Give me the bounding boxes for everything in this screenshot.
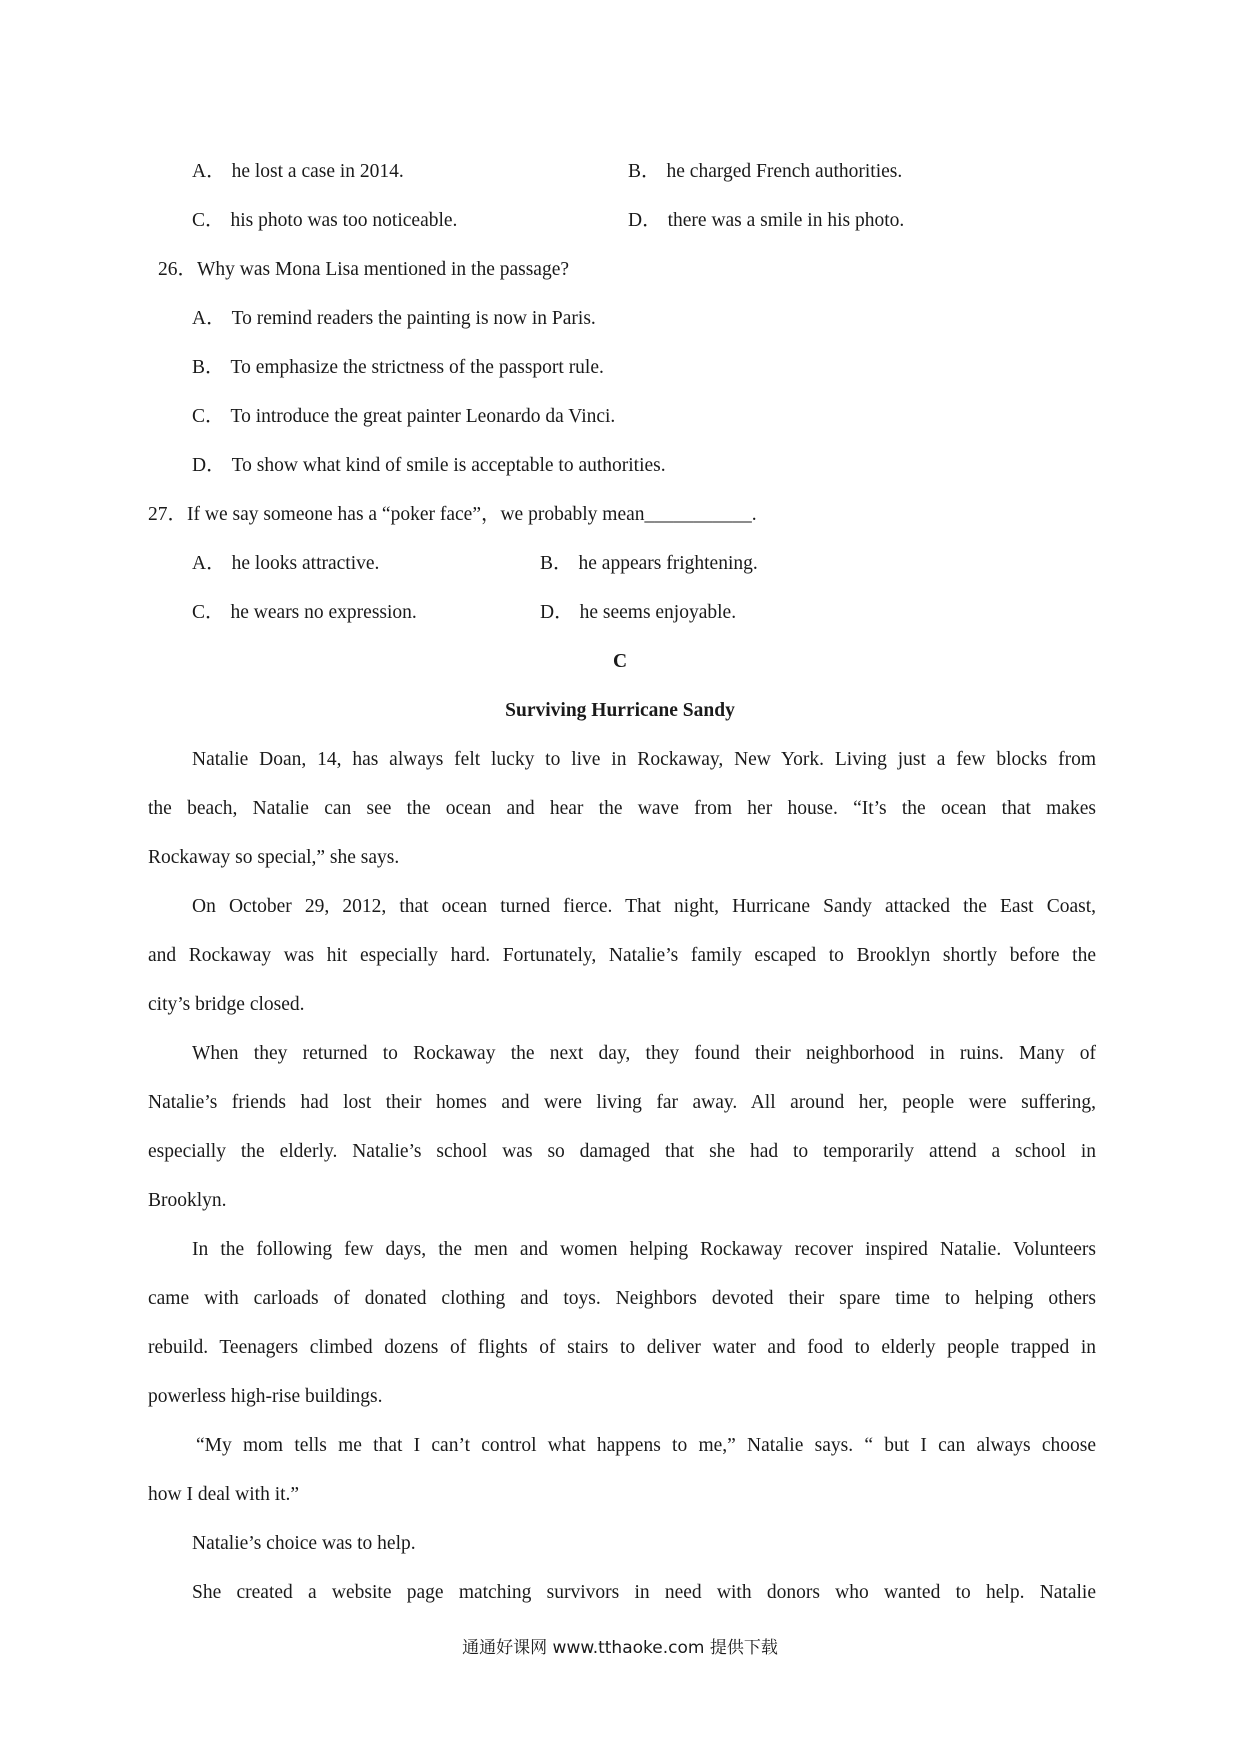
passage-line: She created a website page matching survivors in need with donors who wanted to help. Natalie (192, 1582, 1096, 1603)
passage-line: city’s bridge closed. (148, 994, 305, 1015)
section-letter: C (612, 651, 628, 672)
q25-option-c: C． his photo was too noticeable. (192, 210, 458, 231)
q27-option-c: C． he wears no expression. (192, 602, 417, 623)
passage-line: On October 29, 2012, that ocean turned fierce. That night, Hurricane Sandy attacked the East Coast, (192, 896, 1096, 917)
q26-option-a: A． To remind readers the painting is now in Paris. (192, 308, 596, 329)
q27-option-b: B． he appears frightening. (540, 553, 758, 574)
q26-option-d: D． To show what kind of smile is acceptable to authorities. (192, 455, 666, 476)
q25-option-a: A． he lost a case in 2014. (192, 161, 404, 182)
passage-line: When they returned to Rockaway the next day, they found their neighborhood in ruins. Many of (192, 1043, 1096, 1064)
passage-line: Natalie’s friends had lost their homes and were living far away. All around her, people were suffering, (148, 1092, 1096, 1113)
q27-stem: 27．If we say someone has a “poker face”，we probably mean___________. (148, 504, 757, 525)
q25-option-b: B． he charged French authorities. (628, 161, 903, 182)
q27-option-a: A． he looks attractive. (192, 553, 380, 574)
passage-line: Natalie’s choice was to help. (192, 1533, 416, 1554)
passage-line: Brooklyn. (148, 1190, 227, 1211)
q25-option-d: D． there was a smile in his photo. (628, 210, 905, 231)
passage-line: came with carloads of donated clothing and toys. Neighbors devoted their spare time to helping others (148, 1288, 1096, 1309)
passage-title: Surviving Hurricane Sandy (505, 700, 735, 721)
q27-option-d: D． he seems enjoyable. (540, 602, 737, 623)
passage-line: and Rockaway was hit especially hard. Fortunately, Natalie’s family escaped to Brooklyn shortly before the (148, 945, 1096, 966)
passage-line: especially the elderly. Natalie’s school was so damaged that she had to temporarily attend a school in (148, 1141, 1096, 1162)
passage-line: Natalie Doan, 14, has always felt lucky to live in Rockaway, New York. Living just a few blocks from (192, 749, 1096, 770)
q26-option-c: C． To introduce the great painter Leonardo da Vinci. (192, 406, 616, 427)
passage-line: powerless high-rise buildings. (148, 1386, 383, 1407)
passage-line: how I deal with it.” (148, 1484, 300, 1505)
q26-option-b: B． To emphasize the strictness of the passport rule. (192, 357, 604, 378)
passage-line: Rockaway so special,” she says. (148, 847, 400, 868)
passage-line: the beach, Natalie can see the ocean and hear the wave from her house. “It’s the ocean that makes (148, 798, 1096, 819)
passage-line: rebuild. Teenagers climbed dozens of flights of stairs to deliver water and food to elderly people trapped in (148, 1337, 1096, 1358)
passage-line: “My mom tells me that I can’t control what happens to me,” Natalie says. “ but I can always choose (196, 1435, 1096, 1456)
page-footer: 通通好课网 www.tthaoke.com 提供下载 (462, 1638, 778, 1658)
q26-stem: 26．Why was Mona Lisa mentioned in the passage? (158, 259, 570, 280)
passage-line: In the following few days, the men and women helping Rockaway recover inspired Natalie. Volunteers (192, 1239, 1096, 1260)
